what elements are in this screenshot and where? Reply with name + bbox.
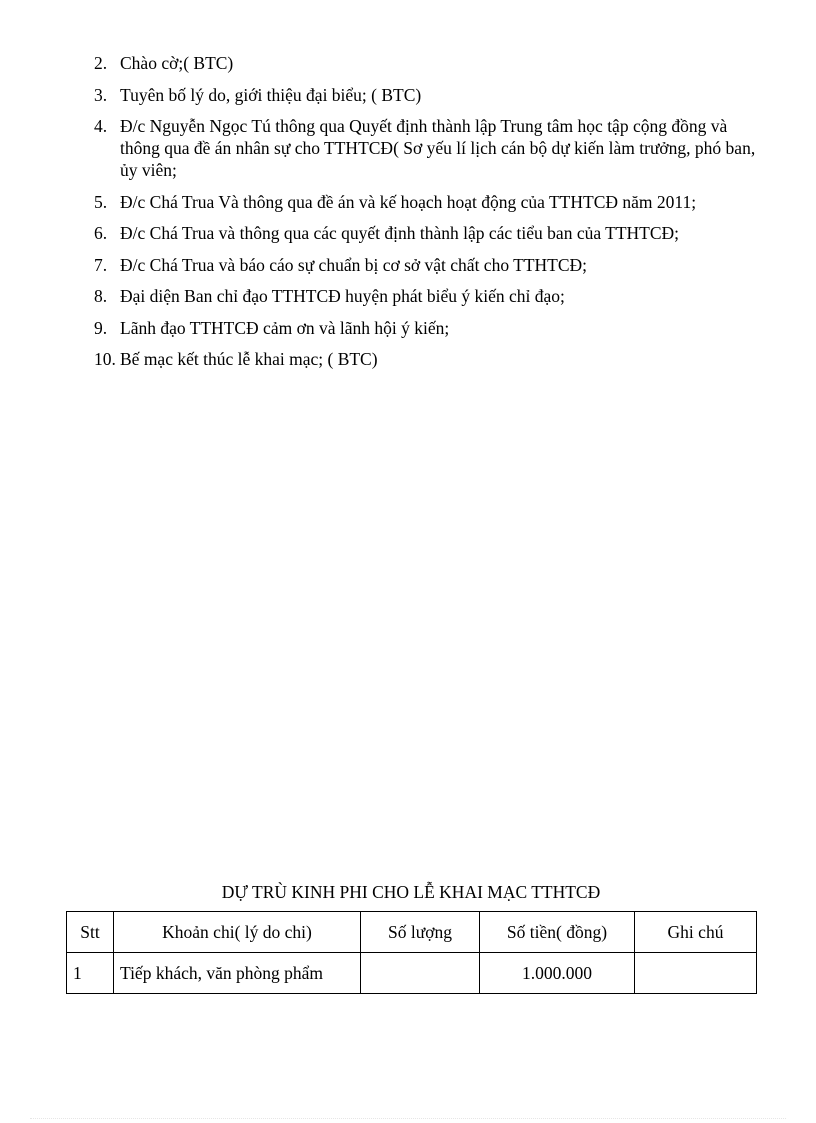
header-note: Ghi chú [635,912,757,953]
agenda-item [94,285,764,307]
agenda-item [94,348,764,370]
agenda-item-text: Lãnh đạo TTHTCĐ cảm ơn và lãnh hội ý kiến; [120,317,450,338]
agenda-item-number: 7. [94,254,108,275]
budget-table [66,911,757,994]
cell-quantity [361,953,480,994]
cell-note [635,953,757,994]
agenda-item [94,84,764,106]
agenda-item [94,317,764,339]
budget-title: DỰ TRÙ KINH PHI CHO LỄ KHAI MẠC TTHTCĐ [221,882,601,902]
agenda-item [94,115,764,181]
agenda-list [94,52,764,380]
agenda-item-number: 8. [94,286,108,306]
agenda-item-text: Đ/c Chá Trua và thông qua các quyết định thành lập các tiểu ban của TTHTCĐ; [120,223,680,243]
agenda-item-number: 5. [94,191,108,212]
header-amount: Số tiền( đồng) [480,912,635,953]
agenda-item-number: 6. [94,223,108,243]
agenda-item-number: 4. [94,116,108,136]
agenda-item-number: 3. [94,84,108,105]
cell-stt: 1 [67,953,114,994]
header-quantity: Số lượng [361,912,480,953]
agenda-item [94,254,764,276]
agenda-item [94,52,764,74]
header-stt: Stt [67,912,114,953]
cell-item: Tiếp khách, văn phòng phẩm [114,953,361,994]
table-header-row [67,912,757,953]
agenda-item-number: 10. [94,349,116,369]
table-row [67,953,757,994]
agenda-item-text: Đ/c Chá Trua Và thông qua đề án và kế hoạch hoạt động của TTHTCĐ năm 2011; [120,191,697,212]
agenda-item-text: Chào cờ;( BTC) [120,53,234,73]
agenda-item-number: 2. [94,53,108,73]
agenda-item [94,191,764,213]
agenda-item-text: Bế mạc kết thúc lễ khai mạc; ( BTC) [120,349,378,369]
page-bottom-divider [30,1118,786,1119]
agenda-item-text: Tuyên bố lý do, giới thiệu đại biểu; ( BTC) [120,84,422,105]
header-item: Khoản chi( lý do chi) [114,912,361,953]
agenda-item-number: 9. [94,317,108,338]
agenda-item [94,222,764,244]
agenda-item-text: Đ/c Chá Trua và báo cáo sự chuẩn bị cơ sở vật chất cho TTHTCĐ; [120,254,588,275]
agenda-item-text: Đ/c Nguyễn Ngọc Tú thông qua Quyết định thành lập Trung tâm học tập cộng đồng và thông qua đề án nhân sự cho TTHTCĐ( Sơ yếu lí lịch cán bộ dự kiến làm trưởng, phó ban, ủy viên; [120,116,756,180]
cell-amount: 1.000.000 [480,953,635,994]
agenda-item-text: Đại diện Ban chỉ đạo TTHTCĐ huyện phát biểu ý kiến chỉ đạo; [120,286,565,306]
